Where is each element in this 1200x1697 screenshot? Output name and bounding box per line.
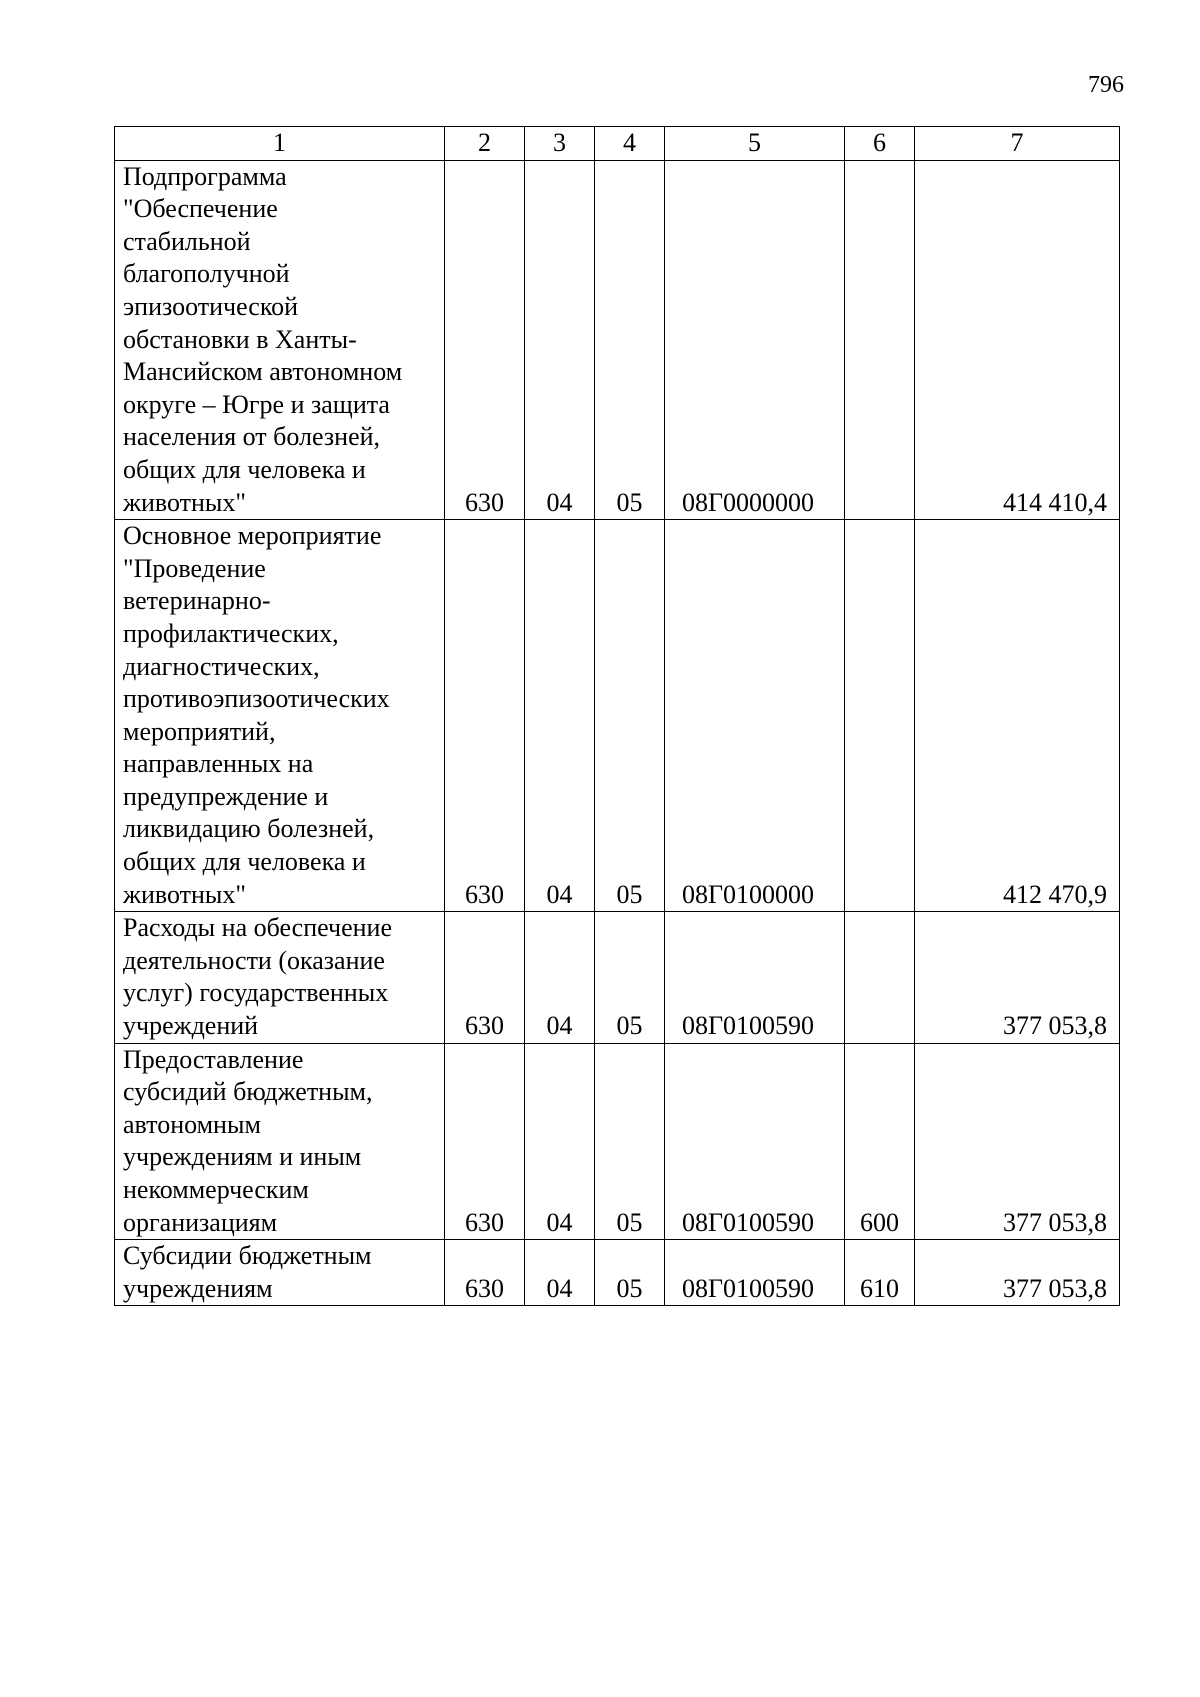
row-name-line: противоэпизоотических <box>123 684 390 714</box>
column-header: 6 <box>845 127 915 161</box>
section-code-cell: 04 <box>525 520 595 912</box>
expense-type-cell <box>845 912 915 1043</box>
row-name-cell <box>115 520 445 912</box>
row-name-line: Расходы на обеспечение <box>123 913 393 943</box>
row-name-line: Мансийском автономном <box>123 357 403 387</box>
column-header: 2 <box>445 127 525 161</box>
subsection-code-cell: 05 <box>595 1043 665 1240</box>
section-code-cell: 04 <box>525 912 595 1043</box>
expense-type-cell <box>845 520 915 912</box>
section-code-cell: 04 <box>525 1240 595 1306</box>
row-name-line: ветеринарно- <box>123 586 271 616</box>
target-article-cell: 08Г0100000 <box>665 520 845 912</box>
row-name-line: животных" <box>123 487 246 517</box>
expense-type-cell: 600 <box>845 1043 915 1240</box>
expense-type-cell <box>845 160 915 520</box>
target-article-cell: 08Г0100590 <box>665 1043 845 1240</box>
expense-type-cell: 610 <box>845 1240 915 1306</box>
administrator-code-cell: 630 <box>445 1240 525 1306</box>
column-header: 1 <box>115 127 445 161</box>
row-name-line: диагностических, <box>123 651 320 681</box>
column-header: 5 <box>665 127 845 161</box>
table-row <box>115 1240 1120 1306</box>
row-name-line: благополучной <box>123 259 290 289</box>
amount-cell: 377 053,8 <box>915 1043 1120 1240</box>
administrator-code-cell: 630 <box>445 912 525 1043</box>
row-name-line: учреждений <box>123 1011 259 1041</box>
administrator-code-cell: 630 <box>445 1043 525 1240</box>
row-name-line: направленных на <box>123 749 314 779</box>
row-name-line: населения от болезней, <box>123 422 381 452</box>
row-name-line: Основное мероприятие <box>123 521 382 551</box>
row-name-line: обстановки в Ханты- <box>123 324 357 354</box>
row-name-line: профилактических, <box>123 618 339 648</box>
administrator-code-cell: 630 <box>445 520 525 912</box>
target-article-cell: 08Г0100590 <box>665 912 845 1043</box>
table-header-row <box>115 127 1120 161</box>
row-name-cell <box>115 912 445 1043</box>
row-name-line: животных" <box>123 879 246 909</box>
row-name-line: учреждениям <box>123 1273 273 1303</box>
row-name-line: эпизоотической <box>123 291 299 321</box>
budget-table <box>114 126 1120 1306</box>
row-name-line: Субсидии бюджетным <box>123 1241 372 1271</box>
column-header: 3 <box>525 127 595 161</box>
row-name-line: общих для человека и <box>123 847 366 877</box>
table-row <box>115 520 1120 912</box>
row-name-cell <box>115 160 445 520</box>
row-name-line: мероприятий, <box>123 716 276 746</box>
row-name-line: организациям <box>123 1207 278 1237</box>
row-name-cell <box>115 1043 445 1240</box>
table-row <box>115 912 1120 1043</box>
row-name-line: деятельности (оказание <box>123 945 385 975</box>
table-row <box>115 1043 1120 1240</box>
row-name-line: округе – Югре и защита <box>123 389 390 419</box>
row-name-line: субсидий бюджетным, <box>123 1077 373 1107</box>
row-name-line: "Проведение <box>123 553 266 583</box>
row-name-line: ликвидацию болезней, <box>123 814 375 844</box>
table-row <box>115 160 1120 520</box>
subsection-code-cell: 05 <box>595 160 665 520</box>
row-name-line: Предоставление <box>123 1044 304 1074</box>
section-code-cell: 04 <box>525 160 595 520</box>
amount-cell: 412 470,9 <box>915 520 1120 912</box>
subsection-code-cell: 05 <box>595 1240 665 1306</box>
amount-cell: 414 410,4 <box>915 160 1120 520</box>
target-article-cell: 08Г0100590 <box>665 1240 845 1306</box>
row-name-cell <box>115 1240 445 1306</box>
row-name-line: услуг) государственных <box>123 978 389 1008</box>
row-name-line: некоммерческим <box>123 1175 309 1204</box>
amount-cell: 377 053,8 <box>915 1240 1120 1306</box>
row-name-line: учреждениям и иным <box>123 1142 362 1172</box>
row-name-line: "Обеспечение <box>123 194 278 224</box>
section-code-cell: 04 <box>525 1043 595 1240</box>
page-number: 796 <box>1088 72 1124 98</box>
row-name-line: автономным <box>123 1109 261 1139</box>
column-header: 4 <box>595 127 665 161</box>
amount-cell: 377 053,8 <box>915 912 1120 1043</box>
column-header: 7 <box>915 127 1120 161</box>
row-name-line: предупреждение и <box>123 781 329 811</box>
row-name-line: стабильной <box>123 226 251 256</box>
target-article-cell: 08Г0000000 <box>665 160 845 520</box>
administrator-code-cell: 630 <box>445 160 525 520</box>
row-name-line: общих для человека и <box>123 454 366 484</box>
row-name-line: Подпрограмма <box>123 161 287 191</box>
subsection-code-cell: 05 <box>595 912 665 1043</box>
subsection-code-cell: 05 <box>595 520 665 912</box>
